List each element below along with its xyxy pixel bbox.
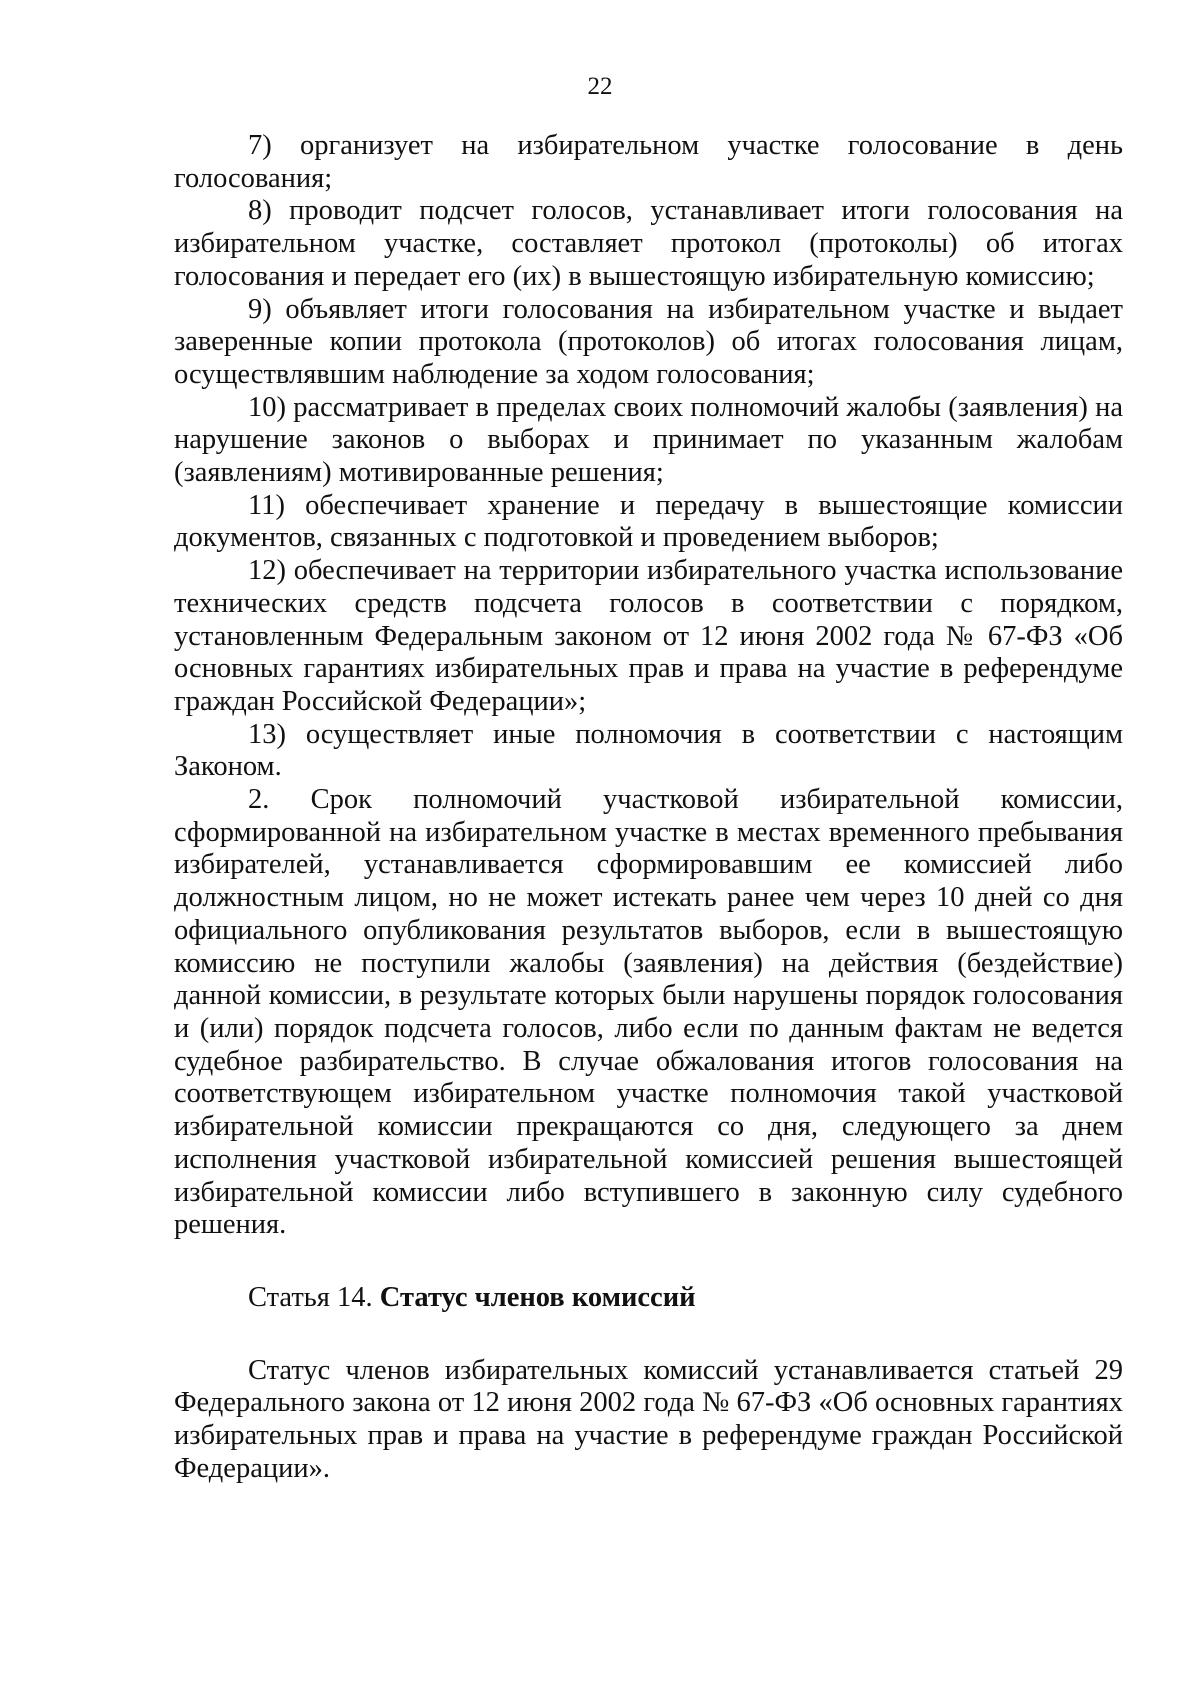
paragraph-item-10: 10) рассматривает в пределах своих полномочий жалобы (заявления) на нарушение законов о выборах и принимает по указанным жалобам (заявлениям) мотивированные решения; (174, 391, 1123, 489)
article-label: Статья 14. (248, 1281, 373, 1313)
article-heading (174, 1282, 1123, 1315)
paragraph-item-7: 7) организует на избирательном участке голосование в день голосования; (174, 130, 1123, 194)
article-title: Статус членов комиссий (379, 1281, 696, 1313)
paragraph-item-8: 8) проводит подсчет голосов, устанавливает итоги голосования на избирательном участке, составляет протокол (протоколы) об итогах голосования и передает его (их) в вышестоящую избирательную комиссию; (174, 195, 1123, 292)
paragraph-item-12: 12) обеспечивает на территории избирательного участка использование технических средств подсчета голосов в соответствии с порядком, установленным Федеральным законом от 12 июня 2002 года № 67-ФЗ «Об основных гарантиях избирательных прав и права на участие в референдуме граждан Российской Федерации»; (174, 555, 1123, 717)
article-text: Статус членов избирательных комиссий устанавливается статьей 29 Федерального закона от 12 июня 2002 года № 67-ФЗ «Об основных гарантиях избирательных прав и права на участие в референдуме граждан Российской Федерации». (174, 1354, 1123, 1484)
paragraph-item-11: 11) обеспечивает хранение и передачу в вышестоящие комиссии документов, связанных с подготовкой и проведением выборов; (174, 489, 1123, 554)
paragraph-item-13: 13) осуществляет иные полномочия в соответствии с настоящим Законом. (174, 718, 1123, 783)
page-number: 22 (587, 73, 613, 100)
paragraph-item-9: 9) объявляет итоги голосования на избирательном участке и выдает заверенные копии протокола (протоколов) об итогах голосования лицам, осуществлявшим наблюдение за ходом голосования; (174, 293, 1123, 390)
document-body (174, 130, 1123, 1485)
paragraph-section-2: 2. Срок полномочий участковой избирательной комиссии, сформированной на избирательном участке в местах временного пребывания избирателей, устанавливается сформировавшим ее комиссией либо должностным лицом, но не может истекать ранее чем через 10 дней со дня официального опубликования результатов выборов, если в вышестоящую комиссию не поступили жалобы (заявления) на действия (бездействие) данной комиссии, в результате которых были нарушены порядок голосования и (или) порядок подсчета голосов, либо если по данным фактам не ведется судебное разбирательство. В случае обжалования итогов голосования на соответствующем избирательном участке полномочия такой участковой избирательной комиссии прекращаются со дня, следующего за днем исполнения участковой избирательной комиссией решения вышестоящей избирательной комиссии либо вступившего в законную силу судебного решения. (174, 784, 1123, 1241)
